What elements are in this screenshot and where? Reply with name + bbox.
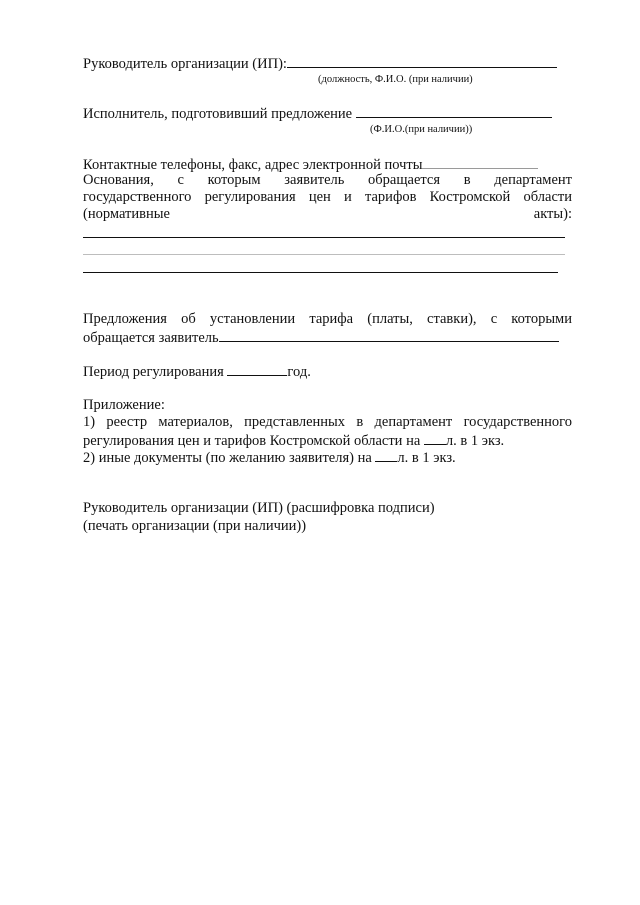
head-hint: (должность, Ф.И.О. (при наличии) xyxy=(318,74,473,85)
grounds-line-3: (нормативные акты): xyxy=(83,206,572,222)
signature-line-1: Руководитель организации (ИП) (расшифровка подписи) xyxy=(83,500,435,516)
contacts-blank[interactable] xyxy=(422,155,538,169)
proposals-line-1: Предложения об установлении тарифа (платы, ставки), с которыми xyxy=(83,311,572,327)
appendix-item-1-line-1: 1) реестр материалов, представленных в департамент государственного xyxy=(83,414,572,430)
appendix-item-1-line-2: регулирования цен и тарифов Костромской области на л. в 1 экз. xyxy=(83,433,505,449)
grounds-rule-2[interactable] xyxy=(83,254,565,255)
executor-hint: (Ф.И.О.(при наличии)) xyxy=(370,124,473,135)
grounds-rule-3[interactable] xyxy=(83,272,558,273)
proposals-line-2: обращается заявитель xyxy=(83,328,559,347)
executor-label: Исполнитель, подготовивший предложение xyxy=(83,104,552,123)
period-year-blank[interactable] xyxy=(227,362,287,376)
grounds-rule-1[interactable] xyxy=(83,237,565,238)
appendix-title: Приложение: xyxy=(83,397,165,413)
proposals-blank[interactable] xyxy=(219,328,559,342)
head-label: Руководитель организации (ИП): xyxy=(83,54,557,73)
executor-name-blank[interactable] xyxy=(356,104,552,118)
appendix-item-2-pages-blank[interactable] xyxy=(375,448,397,462)
grounds-line-1: Основания, с которым заявитель обращается в департамент xyxy=(83,172,572,188)
head-name-blank[interactable] xyxy=(287,54,557,68)
signature-line-2: (печать организации (при наличии)) xyxy=(83,518,307,534)
appendix-item-2: 2) иные документы (по желанию заявителя) на л. в 1 экз. xyxy=(83,450,456,466)
appendix-item-1-pages-blank[interactable] xyxy=(424,431,446,445)
period-line: Период регулирования год. xyxy=(83,364,311,380)
contacts-label: Контактные телефоны, факс, адрес электронной почты xyxy=(83,155,538,174)
grounds-line-2: государственного регулирования цен и тарифов Костромской области xyxy=(83,189,572,205)
